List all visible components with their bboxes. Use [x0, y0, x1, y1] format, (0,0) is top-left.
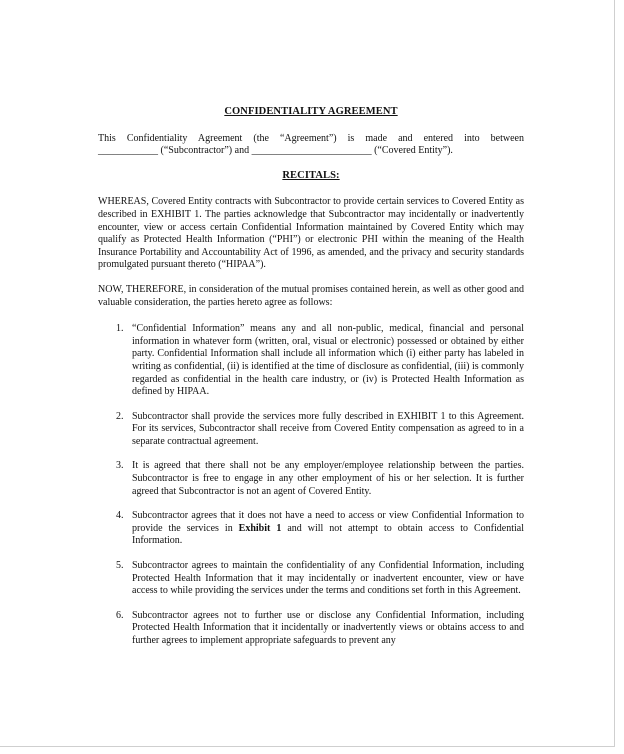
terms-list — [98, 323, 524, 647]
item-text — [132, 510, 524, 548]
list-item — [98, 510, 524, 548]
item-text-after: and will not attempt to obtain access to Confidential Information. — [132, 522, 525, 547]
recitals-heading: RECITALS: — [282, 169, 340, 181]
intro-line-1: This Confidentiality Agreement (the “Agreement”) is made and entered into between — [98, 132, 524, 144]
list-item — [98, 560, 524, 598]
exhibit-bold-text: Exhibit 1 — [238, 522, 282, 534]
list-item — [98, 460, 524, 498]
item-number: 1. — [116, 323, 124, 335]
whereas-paragraph: WHEREAS, Covered Entity contracts with Subcontractor to provide certain services to Covered Entity as described in EXHIBIT 1. The parties acknowledge that Subcontractor may incidentally or inadvertently encounter, view or access certain Confidential Information maintained by Covered Entity which may qualify as Protected Health Information (“PHI”) or electronic PHI within the meaning of the Health Insurance Portability and Accountability Act of 1996, as amended, and the privacy and security standards promulgated pursuant thereto (“HIPAA”). — [98, 196, 524, 271]
item-number: 3. — [116, 460, 124, 472]
item-number: 4. — [116, 510, 124, 522]
item-text: It is agreed that there shall not be any employer/employee relationship between the parties. Subcontractor is free to engage in any other employment of his or her selection. It is further agreed that Subcontractor is not an agent of Covered Entity. — [132, 460, 524, 497]
list-item — [98, 610, 524, 648]
therefore-paragraph: NOW, THEREFORE, in consideration of the mutual promises contained herein, as well as other good and valuable consideration, the parties hereto agree as follows: — [98, 283, 524, 308]
document-page — [98, 106, 524, 660]
item-number: 5. — [116, 560, 124, 572]
list-item — [98, 323, 524, 399]
item-text: Subcontractor agrees not to further use or disclose any Confidential Information, including Protected Health Information that it incidentally or inadvertently views or obtains access to and further agrees to implement appropriate safeguards to prevent any — [132, 609, 524, 646]
item-text: “Confidential Information” means any and all non-public, medical, financial and personal information in whatever form (written, oral, visual or electronic) possessed or obtained by either party. Confidential Information shall include all information which (i) either party has labeled in writing as confidential, (ii) is identified at the time of disclosure as confidential, (iii) is commonly regarded as confidential in the health care industry, or (iv) is Protected Health Information as defined by HIPAA. — [132, 323, 524, 398]
item-text-before: Subcontractor agrees that it does not have a need to access or view Confidential Information to provide the services in — [132, 510, 524, 534]
item-number: 6. — [116, 609, 124, 621]
intro-line-2: ____________ (“Subcontractor”) and ________________________ (“Covered Entity”). — [98, 145, 453, 157]
item-text: Subcontractor agrees to maintain the confidentiality of any Confidential Information, including Protected Health Information that it may incidentally or inadvertent encounter, view or have access to while providing the services under the terms and conditions set forth in this Agreement. — [132, 560, 524, 597]
item-number: 2. — [116, 410, 124, 422]
list-item — [98, 411, 524, 449]
page-cutoff — [0, 660, 614, 747]
document-title: CONFIDENTIALITY AGREEMENT — [224, 106, 398, 117]
item-text: Subcontractor shall provide the services more fully described in EXHIBIT 1 to this Agreement. For its services, Subcontractor shall receive from Covered Entity compensation as agreed to in a separate contractual agreement. — [132, 410, 524, 447]
